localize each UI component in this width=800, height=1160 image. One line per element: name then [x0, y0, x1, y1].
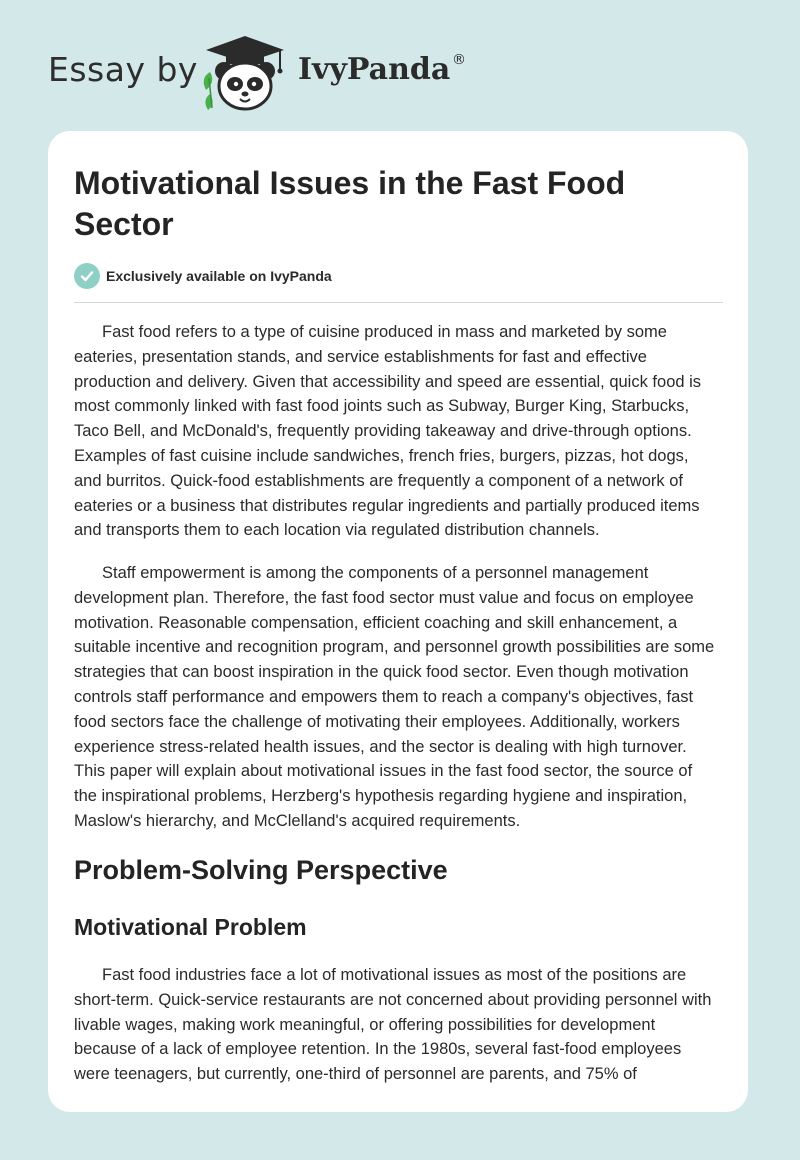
body-paragraph: Fast food industries face a lot of motivational issues as most of the positions are short-term. Quick-service restaurants are not concerned about providing personnel with livable wages, making work meaningful, or offering possibilities for development because of a lack of employee retention. In the 1980s, several fast-food employees were teenagers, but currently, one-third of personnel are parents, and 75% of [74, 966, 712, 1084]
panda-graduate-icon [200, 34, 290, 112]
site-header-brand[interactable] [48, 34, 508, 114]
section-heading: Problem-Solving Perspective [74, 855, 448, 885]
registered-mark: ® [452, 52, 466, 68]
subsection-heading: Motivational Problem [74, 914, 307, 940]
check-circle-icon [74, 263, 100, 289]
availability-badge [74, 263, 332, 289]
brand-name: IvyPanda [298, 52, 451, 87]
article-card [48, 131, 748, 1112]
availability-text: Exclusively available on IvyPanda [106, 268, 332, 284]
page-title: Motivational Issues in the Fast Food Sector [74, 165, 626, 242]
brand-prefix: Essay by [48, 50, 198, 89]
body-paragraph: Fast food refers to a type of cuisine produced in mass and marketed by some eateries, presentation stands, and service establishments for fast and effective production and delivery. Given that accessibility and speed are essential, quick food is most commonly linked with fast food joints such as Subway, Burger King, Starbucks, Taco Bell, and McDonald's, frequently providing takeaway and drive-through options. Examples of fast cuisine include sandwiches, french fries, burgers, pizzas, hot dogs, and burritos. Quick-food establishments are frequently a component of a network of eateries or a business that distributes regular ingredients and partially produced items and transports them to each location via regulated distribution channels. [74, 323, 702, 540]
divider [74, 302, 723, 303]
body-paragraph: Staff empowerment is among the components of a personnel management development plan. Therefore, the fast food sector must value and focus on employee motivation. Reasonable compensation, efficient coaching and skill enhancement, a suitable incentive and recognition program, and personnel growth possibilities are some strategies that can boost inspiration in the quick food sector. Even though motivation controls staff performance and empowers them to reach a company's objectives, fast food sectors face the challenge of motivating their employees. Additionally, workers experience stress-related health issues, and the sector is dealing with high turnover. This paper will explain about motivational issues in the fast food sector, the source of the inspirational problems, Herzberg's hypothesis regarding hygiene and inspiration, Maslow's hierarchy, and McClelland's acquired requirements. [74, 564, 715, 830]
